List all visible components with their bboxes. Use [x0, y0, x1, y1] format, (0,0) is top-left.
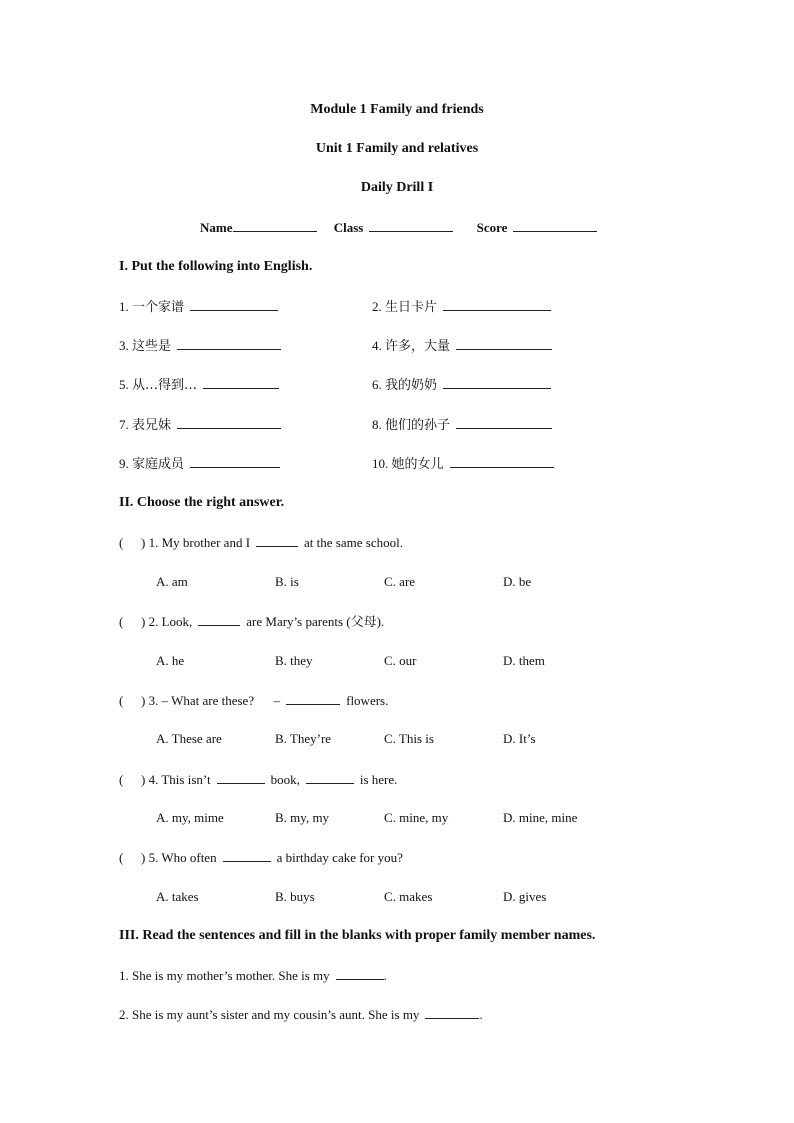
answer-blank[interactable]: [443, 376, 551, 389]
question-row: [119, 613, 384, 630]
option-b[interactable]: B. my, my: [275, 810, 330, 825]
option-c[interactable]: C. are: [384, 574, 416, 589]
translate-item: [119, 298, 284, 316]
answer-blank[interactable]: [456, 416, 552, 429]
question-text: book,: [270, 772, 300, 787]
answer-blank[interactable]: [336, 967, 384, 980]
translate-item: [372, 376, 557, 394]
item-number: 9.: [119, 456, 129, 471]
option-b[interactable]: B. buys: [275, 889, 315, 904]
class-label: Class: [333, 220, 364, 235]
score-blank[interactable]: [513, 219, 597, 232]
option-b[interactable]: B. They’re: [275, 731, 332, 746]
name-label: Name: [200, 220, 233, 235]
sentence-end: .: [383, 968, 387, 983]
question-row: [119, 849, 403, 866]
chinese-phrase: 表兄妹: [132, 418, 172, 433]
answer-paren[interactable]: (: [119, 772, 124, 787]
answer-blank[interactable]: [177, 416, 281, 429]
option-c[interactable]: C. mine, my: [384, 810, 449, 825]
sentence-text: 2. She is my aunt’s sister and my cousin’s aunt. She is my: [119, 1007, 420, 1022]
translate-item: [372, 455, 560, 473]
answer-blank[interactable]: [177, 337, 281, 350]
fill-sentence: [119, 1006, 483, 1023]
option-b[interactable]: B. is: [275, 574, 299, 589]
answer-paren[interactable]: (: [119, 535, 124, 550]
item-number: 7.: [119, 417, 129, 432]
student-info-row: [200, 219, 603, 236]
translate-item: [119, 455, 286, 473]
question-text: ) 2. Look,: [141, 614, 193, 629]
chinese-phrase: 我的奶奶: [385, 378, 438, 393]
option-d[interactable]: D. be: [503, 574, 532, 589]
question-blank: [223, 849, 271, 862]
item-number: 1.: [119, 299, 129, 314]
question-text: ) 4. This isn’t: [141, 772, 211, 787]
question-blank: [286, 692, 340, 705]
translate-item: [372, 298, 557, 316]
question-blank: [306, 771, 354, 784]
item-number: 8.: [372, 417, 382, 432]
question-text: ) 3. – What are these? –: [141, 693, 281, 708]
module-title: Module 1 Family and friends: [310, 102, 484, 117]
answer-paren[interactable]: (: [119, 850, 124, 865]
translate-item: [119, 416, 287, 434]
chinese-phrase: 从…得到…: [132, 378, 198, 393]
option-a[interactable]: A. takes: [156, 889, 199, 904]
question-row: [119, 771, 397, 788]
class-blank[interactable]: [369, 219, 453, 232]
translate-item: [372, 337, 558, 355]
answer-blank[interactable]: [443, 298, 551, 311]
item-number: 10.: [372, 456, 389, 471]
answer-blank[interactable]: [203, 376, 279, 389]
option-a[interactable]: A. he: [156, 653, 185, 668]
question-text: ) 5. Who often: [141, 850, 217, 865]
item-number: 4.: [372, 338, 382, 353]
option-d[interactable]: D. gives: [503, 889, 547, 904]
answer-blank[interactable]: [456, 337, 552, 350]
section2-title: II. Choose the right answer.: [119, 495, 285, 510]
translate-item: [119, 337, 287, 355]
sentence-end: .: [479, 1007, 483, 1022]
chinese-phrase: 生日卡片: [385, 300, 438, 315]
question-blank: [217, 771, 265, 784]
question-blank: [256, 534, 298, 547]
fill-sentence: [119, 967, 387, 984]
item-number: 2.: [372, 299, 382, 314]
section3-title: III. Read the sentences and fill in the blanks with proper family member names.: [119, 928, 596, 943]
answer-blank[interactable]: [425, 1006, 479, 1019]
question-blank: [198, 613, 240, 626]
question-row: [119, 534, 403, 551]
translate-item: [119, 376, 285, 394]
option-c[interactable]: C. This is: [384, 731, 434, 746]
question-text: at the same school.: [304, 535, 403, 550]
chinese-phrase: 他们的孙子: [385, 418, 451, 433]
question-row: [119, 692, 388, 709]
score-label: Score: [476, 220, 508, 235]
option-a[interactable]: A. These are: [156, 731, 222, 746]
answer-paren[interactable]: (: [119, 614, 124, 629]
item-number: 5.: [119, 377, 129, 392]
translate-item: [372, 416, 558, 434]
answer-blank[interactable]: [190, 455, 280, 468]
name-blank[interactable]: [233, 219, 317, 232]
drill-title: Daily Drill I: [360, 180, 434, 195]
question-text: ) 1. My brother and I: [141, 535, 251, 550]
chinese-phrase: 一个家谱: [132, 300, 185, 315]
question-text: flowers.: [346, 693, 389, 708]
question-text: is here.: [359, 772, 398, 787]
unit-title: Unit 1 Family and relatives: [315, 141, 479, 156]
option-c[interactable]: C. makes: [384, 889, 433, 904]
sentence-text: 1. She is my mother’s mother. She is my: [119, 968, 330, 983]
option-d[interactable]: D. It’s: [503, 731, 536, 746]
chinese-phrase: 许多，大量: [385, 339, 451, 354]
option-a[interactable]: A. my, mime: [156, 810, 224, 825]
option-c[interactable]: C. our: [384, 653, 417, 668]
option-d[interactable]: D. them: [503, 653, 545, 668]
question-text: a birthday cake for you?: [276, 850, 403, 865]
item-number: 6.: [372, 377, 382, 392]
option-d[interactable]: D. mine, mine: [503, 810, 578, 825]
answer-blank[interactable]: [450, 455, 554, 468]
chinese-phrase: 家庭成员: [132, 457, 185, 472]
section1-title: I. Put the following into English.: [119, 259, 313, 274]
item-number: 3.: [119, 338, 129, 353]
answer-paren[interactable]: (: [119, 693, 124, 708]
chinese-phrase: 这些是: [132, 339, 172, 354]
answer-blank[interactable]: [190, 298, 278, 311]
option-a[interactable]: A. am: [156, 574, 188, 589]
option-b[interactable]: B. they: [275, 653, 313, 668]
chinese-phrase: 她的女儿: [391, 457, 444, 472]
question-text: are Mary’s parents (父母).: [246, 614, 385, 629]
